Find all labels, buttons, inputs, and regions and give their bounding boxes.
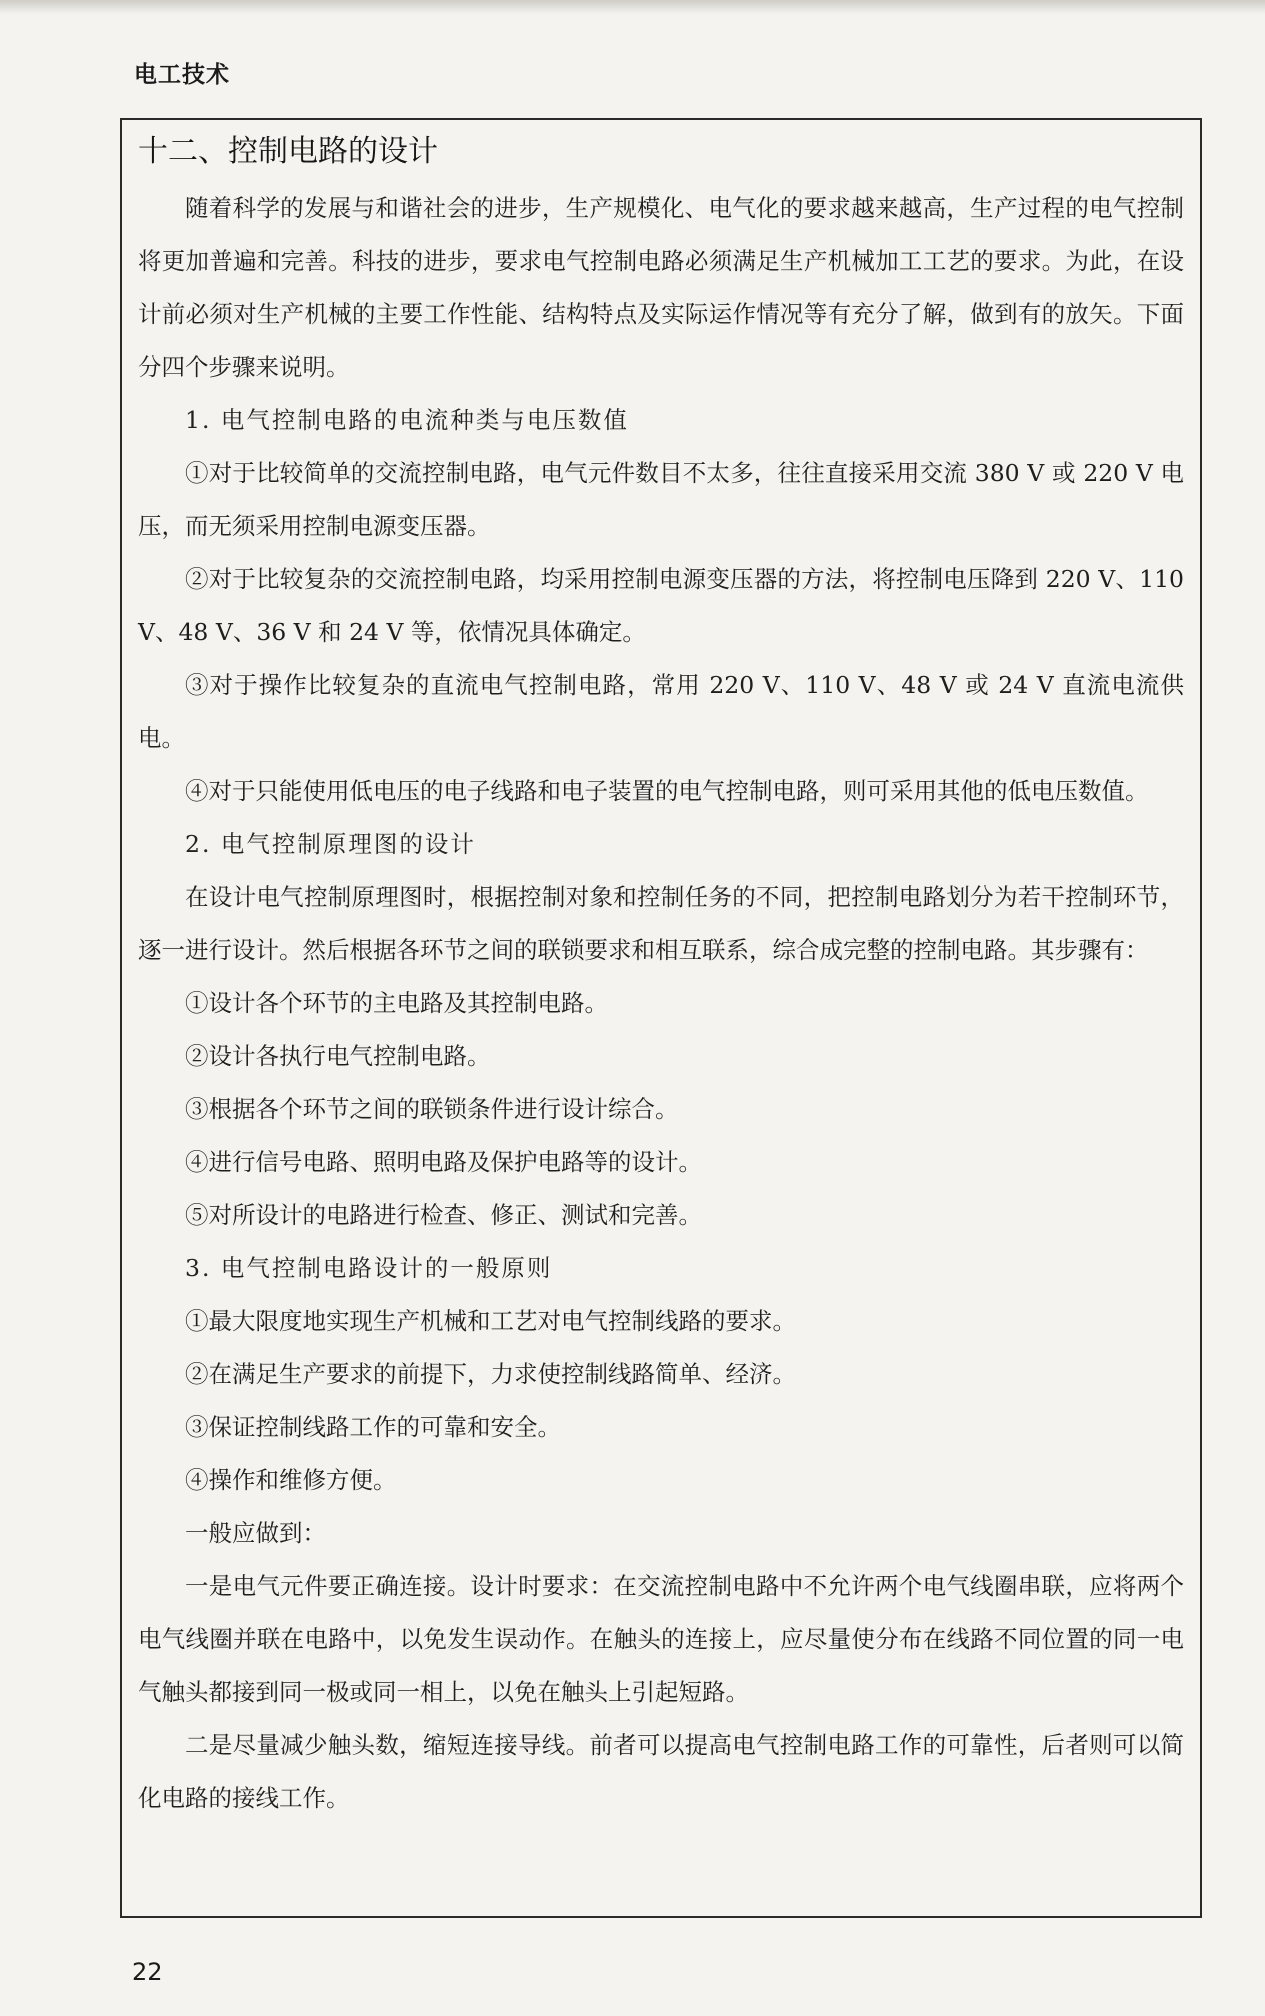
subsection-heading-1: 1. 电气控制电路的电流种类与电压数值 (185, 406, 629, 434)
design-step-1: ①设计各个环节的主电路及其控制电路。 (185, 989, 608, 1017)
should-do-line: 一般应做到： (185, 1519, 326, 1547)
principle-2: ②在满足生产要求的前提下，力求使控制线路简单、经济。 (185, 1360, 796, 1388)
voltage-item-1: ①对于比较简单的交流控制电路，电气元件数目不太多，往往直接采用交流 380 V 或 220 V 电压，而无须采用控制电源变压器。 (138, 459, 1184, 540)
design-step-5: ⑤对所设计的电路进行检查、修正、测试和完善。 (185, 1201, 702, 1229)
design-intro-paragraph: 在设计电气控制原理图时，根据控制对象和控制任务的不同，把控制电路划分为若干控制环节，逐一进行设计。然后根据各环节之间的联锁要求和相互联系，综合成完整的控制电路。其步骤有： (138, 883, 1184, 964)
subsection-heading-2: 2. 电气控制原理图的设计 (185, 830, 476, 858)
page-number: 22 (132, 1958, 163, 1986)
content-frame (120, 118, 1202, 1918)
section-title: 十二、控制电路的设计 (138, 134, 438, 169)
design-step-2: ②设计各执行电气控制电路。 (185, 1042, 491, 1070)
voltage-item-2: ②对于比较复杂的交流控制电路，均采用控制电源变压器的方法，将控制电压降到 220 V、110 V、48 V、36 V 和 24 V 等，依情况具体确定。 (138, 565, 1184, 646)
subsection-heading-3: 3. 电气控制电路设计的一般原则 (185, 1254, 553, 1282)
scan-top-shadow (0, 0, 1265, 14)
section-intro-paragraph: 随着科学的发展与和谐社会的进步，生产规模化、电气化的要求越来越高，生产过程的电气控制将更加普遍和完善。科技的进步，要求电气控制电路必须满足生产机械加工工艺的要求。为此，在设计前必须对生产机械的主要工作性能、结构特点及实际运作情况等有充分了解，做到有的放矢。下面分四个步骤来说明。 (138, 194, 1184, 381)
design-step-4: ④进行信号电路、照明电路及保护电路等的设计。 (185, 1148, 702, 1176)
principle-4: ④操作和维修方便。 (185, 1466, 397, 1494)
rule-paragraph-1: 一是电气元件要正确连接。设计时要求：在交流控制电路中不允许两个电气线圈串联，应将两个电气线圈并联在电路中，以免发生误动作。在触头的连接上，应尽量使分布在线路不同位置的同一电气触头都接到同一极或同一相上，以免在触头上引起短路。 (138, 1572, 1184, 1706)
principle-1: ①最大限度地实现生产机械和工艺对电气控制线路的要求。 (185, 1307, 796, 1335)
design-step-3: ③根据各个环节之间的联锁条件进行设计综合。 (185, 1095, 679, 1123)
rule-paragraph-2: 二是尽量减少触头数，缩短连接导线。前者可以提高电气控制电路工作的可靠性，后者则可以简化电路的接线工作。 (138, 1731, 1184, 1812)
voltage-item-3: ③对于操作比较复杂的直流电气控制电路，常用 220 V、110 V、48 V 或 24 V 直流电流供电。 (138, 671, 1184, 752)
principle-3: ③保证控制线路工作的可靠和安全。 (185, 1413, 561, 1441)
running-header: 电工技术 (134, 62, 230, 88)
voltage-item-4: ④对于只能使用低电压的电子线路和电子装置的电气控制电路，则可采用其他的低电压数值。 (185, 777, 1149, 805)
